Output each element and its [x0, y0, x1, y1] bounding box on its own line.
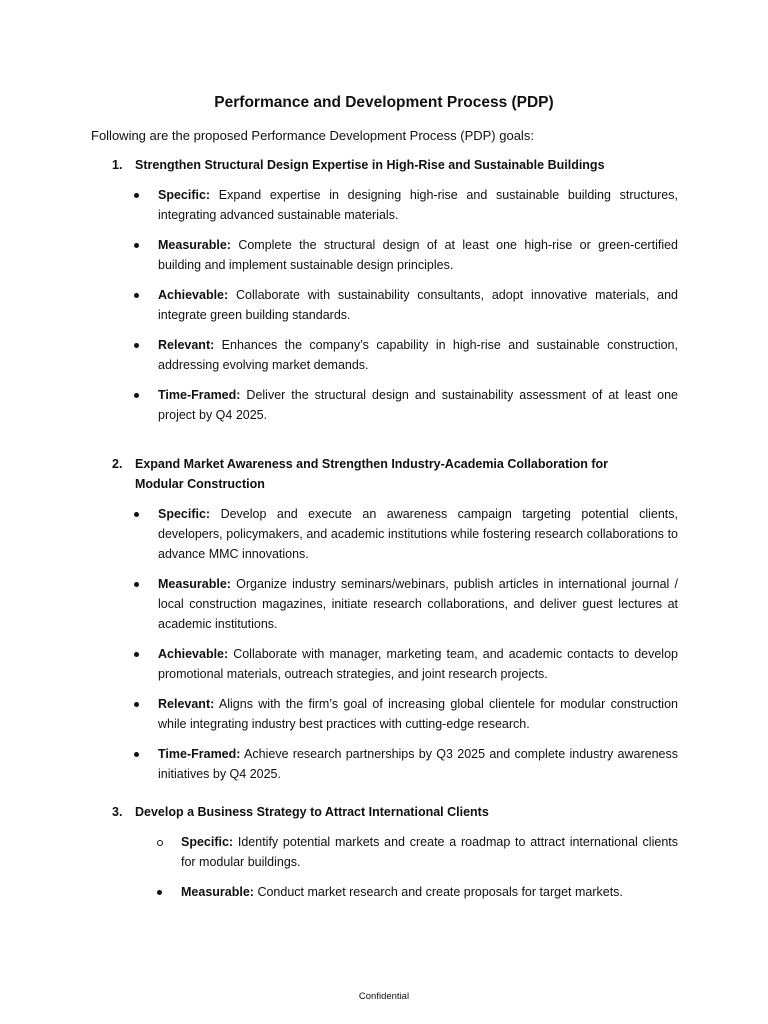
goal-number: 1. [112, 158, 123, 172]
criterion-text: Aligns with the firm’s goal of increasing global clientele for modular construction while integrating industry best practices with cutting-edge research. [158, 697, 678, 731]
criterion-label: Specific: [158, 188, 211, 202]
bullet-icon [157, 890, 162, 895]
goal-heading [0, 802, 646, 822]
criterion-text: Identify potential markets and create a roadmap to attract international clients for modular buildings. [181, 835, 678, 869]
list-item [0, 882, 678, 902]
criterion-text: Enhances the company’s capability in high-rise and sustainable construction, addressing evolving market demands. [158, 338, 678, 372]
goal-number: 2. [112, 457, 123, 471]
goal-2 [0, 454, 768, 784]
goal-heading [0, 155, 646, 175]
intro-paragraph: Following are the proposed Performance Development Process (PDP) goals: [91, 128, 534, 143]
bullet-icon [134, 752, 139, 757]
criterion-text: Collaborate with sustainability consultants, adopt innovative materials, and integrate green building standards. [158, 288, 678, 322]
list-item [0, 385, 678, 425]
bullet-icon [134, 582, 139, 587]
page-title: Performance and Development Process (PDP) [214, 94, 554, 111]
criterion-label: Specific: [181, 835, 234, 849]
hollow-bullet-icon [157, 840, 163, 846]
page-footer: Confidential [358, 991, 410, 1002]
criterion-label: Measurable: [158, 577, 231, 591]
goal-criteria-list [0, 504, 768, 784]
goal-title: Strengthen Structural Design Expertise in High-Rise and Sustainable Buildings [135, 158, 605, 172]
goal-title: Develop a Business Strategy to Attract International Clients [135, 805, 489, 819]
bullet-icon [134, 193, 139, 198]
bullet-icon [134, 702, 139, 707]
criterion-label: Time-Framed: [158, 747, 241, 761]
goal-heading [0, 454, 646, 494]
list-item [0, 335, 678, 375]
list-item [0, 644, 678, 684]
goal-criteria-list [0, 185, 768, 425]
criterion-text: Complete the structural design of at least one high-rise or green-certified building and implement sustainable design principles. [158, 238, 678, 272]
bullet-icon [134, 652, 139, 657]
goal-number: 3. [112, 805, 123, 819]
criterion-label: Achievable: [158, 647, 229, 661]
goal-criteria-list [0, 832, 768, 902]
bullet-icon [134, 512, 139, 517]
list-item [0, 832, 678, 872]
list-item [0, 285, 678, 325]
list-item [0, 574, 678, 634]
criterion-text: Conduct market research and create proposals for target markets. [257, 885, 623, 899]
criterion-text: Deliver the structural design and sustainability assessment of at least one project by Q4 2025. [158, 388, 678, 422]
goal-1 [0, 155, 768, 425]
criterion-label: Time-Framed: [158, 388, 241, 402]
list-item [0, 185, 678, 225]
criterion-label: Specific: [158, 507, 211, 521]
goal-3 [0, 802, 768, 902]
bullet-icon [134, 243, 139, 248]
list-item [0, 694, 678, 734]
list-item [0, 235, 678, 275]
criterion-label: Measurable: [181, 885, 254, 899]
criterion-label: Achievable: [158, 288, 229, 302]
criterion-text: Expand expertise in designing high-rise and sustainable building structures, integrating advanced sustainable materials. [158, 188, 678, 222]
criterion-text: Achieve research partnerships by Q3 2025 and complete industry awareness initiatives by Q4 2025. [158, 747, 678, 781]
bullet-icon [134, 393, 139, 398]
criterion-label: Relevant: [158, 338, 215, 352]
criterion-text: Collaborate with manager, marketing team, and academic contacts to develop promotional materials, outreach strategies, and joint research projects. [158, 647, 678, 681]
bullet-icon [134, 293, 139, 298]
list-item [0, 504, 678, 564]
criterion-label: Measurable: [158, 238, 231, 252]
bullet-icon [134, 343, 139, 348]
list-item [0, 744, 678, 784]
goal-title: Expand Market Awareness and Strengthen Industry-Academia Collaboration for Modular Construction [135, 457, 609, 491]
criterion-label: Relevant: [158, 697, 215, 711]
criterion-text: Organize industry seminars/webinars, publish articles in international journal / local construction magazines, initiate research collaborations, and deliver guest lectures at academic institutions. [158, 577, 678, 631]
criterion-text: Develop and execute an awareness campaign targeting potential clients, developers, policymakers, and academic institutions while fostering research collaborations to advance MMC innovations. [158, 507, 678, 561]
